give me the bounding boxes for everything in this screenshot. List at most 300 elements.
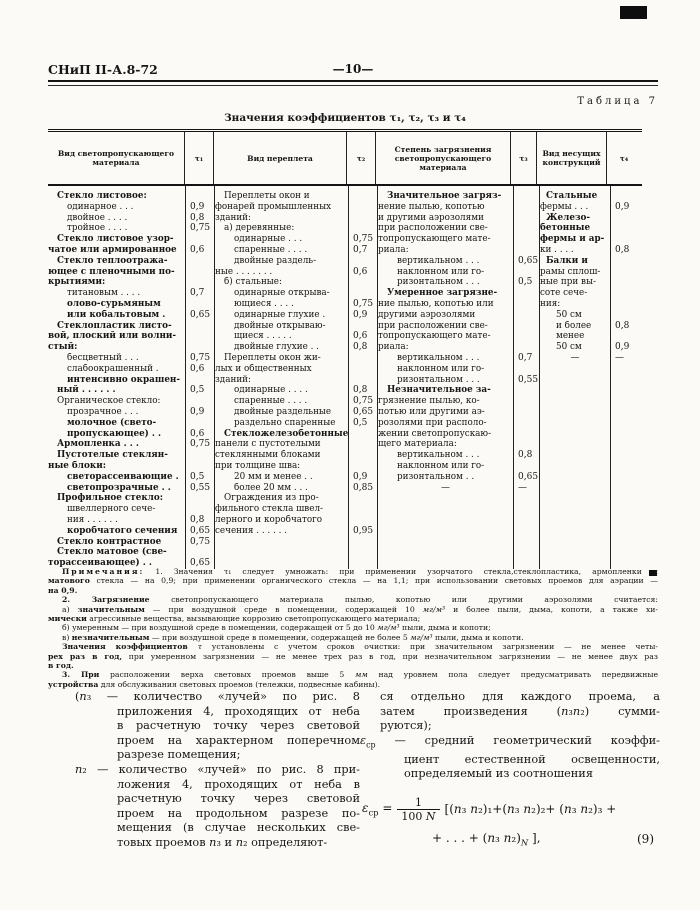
scan-artifact xyxy=(620,6,647,19)
coefficient-value: 0,7 xyxy=(518,352,533,363)
coefficient-value xyxy=(186,321,214,332)
coefficient-value xyxy=(514,418,539,429)
table-line: крытиями: xyxy=(48,277,106,288)
coefficient-value: 0,75 xyxy=(353,234,374,245)
table-line: другими аэрозолями xyxy=(378,309,476,320)
coefficient-value xyxy=(349,493,377,504)
coefficient-value: 0,5 xyxy=(353,417,368,428)
text-segment: n xyxy=(235,835,243,849)
coefficient-value: 0,6 xyxy=(190,428,205,439)
table-line: Незначительное за- xyxy=(387,385,491,396)
definition-line xyxy=(75,807,360,822)
text-segment: циент естественной освещенности, xyxy=(404,752,660,766)
column-header: Степень загрязнения светопропускающего материала xyxy=(376,132,511,184)
text-segment: товых проемов xyxy=(117,835,210,849)
table-line: фермы и ар- xyxy=(540,234,605,245)
table-line: бетонные xyxy=(540,223,591,234)
definitions-left-column xyxy=(75,690,360,851)
formula-lhs xyxy=(362,801,392,817)
coefficient-value xyxy=(186,256,214,267)
text-segment xyxy=(70,595,92,604)
coefficient-value: 0,75 xyxy=(353,396,374,407)
value-subcolumn xyxy=(610,186,644,569)
coefficient-value xyxy=(186,450,214,461)
text-segment: 2. xyxy=(62,595,71,605)
formula-9 xyxy=(360,796,660,847)
text-segment: ₃ xyxy=(571,802,581,817)
coefficient-value: 0,95 xyxy=(353,525,374,536)
coefficient-value xyxy=(514,288,539,299)
text-segment: и xyxy=(220,835,236,849)
table-line: ки . . . . xyxy=(540,244,574,255)
coefficient-value xyxy=(514,321,539,332)
text-segment: ся отдельно для каждого проема, а xyxy=(380,690,660,703)
table-line: вертикальном . . . xyxy=(397,255,480,266)
coefficient-value xyxy=(186,234,214,245)
text-segment: а) xyxy=(62,604,78,614)
definition-line xyxy=(75,719,360,734)
text-segment: 1. Значения τ₁ следует умножать: при применении узорчатого стекла,стеклопластика, армопленки и xyxy=(144,567,658,576)
text-segment: n xyxy=(453,802,462,817)
text-segment: Загрязнение xyxy=(91,595,150,605)
coefficient-value: 0,9 xyxy=(615,201,630,212)
text-segment: n xyxy=(563,802,572,817)
text-segment: ₂ xyxy=(580,704,585,718)
tau-column-header: τ₄ xyxy=(619,153,629,163)
text-segment: ) сумми- xyxy=(584,704,660,718)
text-segment: [( xyxy=(444,802,454,817)
text-segment: n xyxy=(523,802,532,817)
table-line: прозрачное . . . xyxy=(67,406,139,417)
definition-line xyxy=(75,748,360,763)
table-line: Органическое стекло: xyxy=(57,396,161,407)
table-line: вой, плоский или волни- xyxy=(48,331,177,342)
coefficient-value xyxy=(611,299,644,310)
text-segment: б) умеренным — при воздушной среде в помещении, содержащей от 5 до 10 xyxy=(62,623,378,633)
table-line: зданий: xyxy=(215,212,252,223)
coefficient-value: 0,65 xyxy=(190,309,211,320)
coefficient-value xyxy=(349,213,377,224)
table-line: Стекло контрастное xyxy=(57,536,162,547)
text-segment: n xyxy=(487,830,496,845)
table-line: Балки и xyxy=(546,255,588,266)
coefficient-value xyxy=(349,321,377,332)
note-line xyxy=(48,670,658,679)
text-segment: ₂ xyxy=(477,802,483,817)
coefficient-value: 0,65 xyxy=(353,406,374,417)
coefficient-value: 0,5 xyxy=(190,471,205,482)
table-line: б) стальные: xyxy=(224,277,282,288)
table-line: ризонтальном . . . xyxy=(397,374,480,385)
coefficient-value xyxy=(611,191,644,202)
text-subcolumn xyxy=(215,186,348,569)
table-line: ризонтальном . . . xyxy=(397,277,480,288)
coefficient-value xyxy=(514,331,539,342)
coefficient-value xyxy=(514,342,539,353)
text-segment: рех раз в год, xyxy=(48,651,123,661)
text-segment: n xyxy=(209,835,217,849)
text-segment: ₃ xyxy=(461,802,471,817)
value-subcolumn xyxy=(513,186,539,569)
text-segment: ₃ xyxy=(495,830,504,845)
coefficient-value: 0,75 xyxy=(190,223,211,234)
text-segment: Значения коэффициентов xyxy=(62,642,198,652)
table-line: Переплеты окон жи- xyxy=(224,352,321,363)
coefficient-value: 0,9 xyxy=(615,342,630,353)
text-segment: в год. xyxy=(48,661,74,671)
table-line: одинарное . . . xyxy=(67,201,134,212)
table-line: Стекложелезобетонные xyxy=(224,428,348,439)
text-segment: — количество «лучей» по рис. 8 xyxy=(91,690,360,703)
table-line: Ограждения из про- xyxy=(224,493,319,504)
table-line: светопрозрачные . . xyxy=(67,482,171,493)
coefficient-value xyxy=(611,331,644,342)
table-line: зданий: xyxy=(215,374,252,385)
note-line xyxy=(48,633,658,642)
page-header xyxy=(48,62,658,78)
coefficient-value xyxy=(514,299,539,310)
text-segment: матового xyxy=(48,576,90,586)
text-segment: ложения 4, проходящих от неба в xyxy=(117,777,360,791)
note-line xyxy=(48,576,658,585)
text-segment: ε xyxy=(360,733,367,747)
coefficient-value: 0,6 xyxy=(190,363,205,374)
coefficient-value xyxy=(611,213,644,224)
coefficient-value: 0,7 xyxy=(353,244,368,255)
table-header-row xyxy=(48,129,642,186)
table-line: швеллерного сече- xyxy=(67,504,156,515)
table-line: топропускающего мате- xyxy=(378,331,491,342)
text-segment: в расчетную точку через световой xyxy=(117,719,360,733)
coefficient-value: 0,7 xyxy=(190,288,205,299)
text-segment: ₂ xyxy=(242,835,248,849)
text-segment: и более пыли, дыма, копоти, а также хи- xyxy=(445,604,658,614)
coefficient-value xyxy=(349,364,377,375)
text-segment: проем на продольном разрезе по- xyxy=(117,806,360,820)
table-line: интенсивно окрашен- xyxy=(67,374,181,385)
table-line: потью или другими аэ- xyxy=(378,406,485,417)
table-line: панели с пустотелыми xyxy=(215,439,321,450)
table-line: наклонном или го- xyxy=(397,460,485,471)
coefficient-value: 0,55 xyxy=(190,482,211,493)
definition-line xyxy=(75,763,360,778)
table-line: щиеся . . . . . xyxy=(234,331,292,342)
definition-line xyxy=(360,719,660,734)
text-segment: при умеренном загрязнении — не менее трех раз в год, при незначительном загрязнении — не менее двух раз xyxy=(122,651,659,661)
page-number: —10— xyxy=(332,62,374,76)
table-line: пропускающее) . . xyxy=(67,428,162,439)
text-segment: ε xyxy=(362,801,369,816)
definition-line xyxy=(360,690,660,705)
formula-fraction xyxy=(397,796,439,823)
table-line: Железо- xyxy=(546,212,591,223)
table-line: чатое или армированное xyxy=(48,244,177,255)
text-segment: установлены с учетом сроков очистки: при значительном загрязнении — не менее четы- xyxy=(202,642,659,652)
coefficient-value: 0,5 xyxy=(190,385,205,396)
text-segment: мг/м³ xyxy=(377,623,400,633)
equation-number: (9) xyxy=(637,832,654,846)
definition-line xyxy=(75,821,360,836)
table-line: ные блоки: xyxy=(48,460,106,471)
table-line: ние пылью, копотью или xyxy=(378,298,494,309)
coefficient-value xyxy=(514,461,539,472)
table-line: одинарные . . . . xyxy=(234,385,308,396)
table-line: рамы сплош- xyxy=(540,266,601,277)
column-header: Вид переплета xyxy=(214,132,347,184)
table-line: 20 мм и менее . . xyxy=(234,471,313,482)
text-segment: ₂ xyxy=(531,802,536,817)
coefficient-value xyxy=(186,191,214,202)
coefficient-value: 0,65 xyxy=(518,471,539,482)
table-line: лых и общественных xyxy=(215,363,312,374)
table-line: розолями при располо- xyxy=(378,417,487,428)
coefficient-value xyxy=(186,461,214,472)
coefficient-value: 0,75 xyxy=(190,536,211,547)
text-segment: агрессивные вещества, вызывающие коррозию светопропускающего материала; xyxy=(86,614,421,624)
text-segment: незначительным xyxy=(71,632,150,642)
coefficient-value xyxy=(349,450,377,461)
table-line: щего материала: xyxy=(378,439,457,450)
text-segment: n xyxy=(507,802,515,817)
coefficient-value xyxy=(611,223,644,234)
coefficient-value xyxy=(611,267,644,278)
coefficient-value xyxy=(186,331,214,342)
definitions-right-column xyxy=(360,690,660,851)
note-line xyxy=(48,652,658,661)
table-line: риала: xyxy=(378,244,409,255)
coefficient-value: 0,8 xyxy=(353,385,368,396)
coefficient-value xyxy=(349,353,377,364)
coefficient-value xyxy=(514,310,539,321)
table-line: слабоокрашенный . xyxy=(67,363,159,374)
text-segment: на 0,9. xyxy=(48,585,78,595)
coefficient-value xyxy=(349,256,377,267)
definition-line xyxy=(75,734,360,749)
coefficient-value: 0,8 xyxy=(615,244,630,255)
text-segment: ) xyxy=(516,830,521,845)
note-line xyxy=(48,567,658,576)
text-segment: N xyxy=(520,837,529,848)
text-segment: мг/м³ xyxy=(422,604,446,614)
note-line xyxy=(48,595,658,604)
coefficient-value: — xyxy=(518,482,527,493)
note-line xyxy=(48,586,658,595)
table-line: двойные раздель- xyxy=(234,255,317,266)
definition-line xyxy=(75,705,360,720)
table-column-pair xyxy=(540,186,644,569)
text-segment: ср xyxy=(366,740,376,750)
text-segment: проем на характерном поперечном xyxy=(117,733,360,747)
coefficient-value xyxy=(349,439,377,450)
text-segment: ₂ xyxy=(511,830,517,845)
definition-line xyxy=(360,734,660,753)
text-segment: определяют- xyxy=(247,835,328,849)
text-segment: ], xyxy=(528,830,541,845)
text-segment: 3. При xyxy=(62,670,100,680)
table-line: наклонном или го- xyxy=(397,363,485,374)
table-line: грязнение пылью, ко- xyxy=(378,396,480,407)
text-segment: ₃ xyxy=(568,704,573,718)
text-segment: стекла — на 0,9; при применении органического стекла — на 1,1; при использовании световых проемов для аэрации — xyxy=(89,576,658,586)
text-segment: ₂ xyxy=(82,762,87,776)
coefficient-value: 0,8 xyxy=(615,320,630,331)
table-body xyxy=(48,186,642,569)
text-segment: n xyxy=(75,762,83,776)
coefficient-value: 0,65 xyxy=(190,558,211,569)
table-line: ния . . . . . . xyxy=(67,514,118,525)
table-line: Переплеты окон и xyxy=(224,191,310,201)
coefficient-value: 0,9 xyxy=(190,201,205,212)
table-title: Значения коэффициентов τ₁, τ₂, τ₃ и τ₄ xyxy=(224,112,466,124)
text-segment: N xyxy=(425,809,436,823)
table-line: одинарные . . . xyxy=(234,234,303,245)
coefficient-value: 0,8 xyxy=(190,212,205,223)
table-line: бесцветный . . . xyxy=(67,352,139,363)
text-segment: τ xyxy=(197,642,203,652)
table-line: фермы . . . xyxy=(540,201,589,212)
coefficient-value xyxy=(514,223,539,234)
doc-code: СНиП II-А.8-72 xyxy=(48,62,158,77)
coefficient-value: 0,75 xyxy=(190,352,211,363)
coefficient-value xyxy=(186,342,214,353)
table-line: фонарей промышленных xyxy=(215,201,332,212)
formula-line-1 xyxy=(362,796,660,823)
text-segment: n xyxy=(580,802,589,817)
coefficient-value: 0,75 xyxy=(190,439,211,450)
coefficient-value xyxy=(514,396,539,407)
table-line: нение пылью, копотью xyxy=(378,201,485,212)
table-line: двойные раздельные xyxy=(234,406,332,417)
text-segment: )₂+ ( xyxy=(535,802,564,817)
text-segment: пыли, дыма и копоти; xyxy=(399,623,491,633)
definition-line xyxy=(75,836,360,851)
coefficient-value xyxy=(611,277,644,288)
coefficient-value xyxy=(186,547,214,558)
table-line: светорассеивающие . xyxy=(67,471,179,482)
text-segment: ₃ xyxy=(216,835,221,849)
table-line: ющиеся . . . . xyxy=(234,298,294,309)
text-segment: светопропускающего материала пылью, копотью или другими аэрозолями считается: xyxy=(149,595,658,605)
text-segment: — средний геометрический коэффи- xyxy=(375,733,660,747)
tau-column-header: τ₃ xyxy=(511,132,537,184)
coefficient-value xyxy=(611,310,644,321)
formula-line-2 xyxy=(362,831,660,847)
definition-line xyxy=(360,705,660,720)
coefficient-value xyxy=(186,418,214,429)
text-segment: n xyxy=(572,704,581,718)
coefficient-value: 0,9 xyxy=(353,309,368,320)
coefficient-value: 0,55 xyxy=(518,374,539,385)
table-line: двойные глухие . . xyxy=(234,342,319,353)
table-line: вертикальном . . . xyxy=(397,450,480,461)
coefficient-value xyxy=(349,202,377,213)
coefficient-value xyxy=(611,256,644,267)
note-line xyxy=(48,661,658,670)
table-line: риала: xyxy=(378,342,409,353)
text-subcolumn xyxy=(540,186,610,569)
coefficient-value: 0,8 xyxy=(353,342,368,353)
coefficient-value xyxy=(514,245,539,256)
fraction-denominator xyxy=(397,809,439,823)
table-line: или кобальтовым . xyxy=(67,309,166,320)
text-segment: = xyxy=(378,801,393,816)
table-line: ризонтальном . . xyxy=(397,471,475,482)
formula-rhs-2 xyxy=(432,831,541,847)
table-line: раздельно спаренные xyxy=(234,417,336,428)
table-line: наклонном или го- xyxy=(397,266,485,277)
note-line xyxy=(48,623,658,632)
table-line: ный . . . . . . xyxy=(57,385,116,396)
table-line: ющее с пленочными по- xyxy=(48,266,175,277)
text-segment: n xyxy=(561,704,569,718)
text-segment: n xyxy=(503,830,512,845)
table-line: одинарные глухие . xyxy=(234,309,326,320)
coefficient-value: 0,6 xyxy=(353,266,368,277)
coefficient-value xyxy=(514,429,539,440)
coefficient-value xyxy=(514,407,539,418)
text-segment: расчетную точку через световой xyxy=(117,792,360,806)
formula-rhs-1 xyxy=(445,802,617,816)
note-line xyxy=(48,642,658,651)
text-segment: )₁+( xyxy=(482,802,508,817)
note-line xyxy=(48,605,658,614)
table-line: 50 см xyxy=(556,309,582,320)
text-segment: мм xyxy=(355,670,368,680)
table-line: вертикальном . . . xyxy=(397,352,480,363)
table-line: двойные открываю- xyxy=(234,320,326,331)
column-header: Вид несущих конструкций xyxy=(537,132,607,184)
table-line: ные . . . . . . . xyxy=(215,266,273,277)
table-line: более 20 мм . . . xyxy=(234,482,308,493)
text-segment: — при воздушной среде в помещении, содержащей не более 5 xyxy=(149,632,411,642)
text-segment: расположении верха световых проемов выше 5 xyxy=(99,670,355,680)
table-line: Стальные xyxy=(546,191,598,201)
coefficient-value: 0,9 xyxy=(190,406,205,417)
definition-line xyxy=(75,792,360,807)
table-line: топропускающего мате- xyxy=(378,234,491,245)
text-segment: Примечания: xyxy=(62,567,145,576)
table-line: молочное (свето- xyxy=(67,417,157,428)
coefficient-value: 0,9 xyxy=(353,471,368,482)
table-line: и более xyxy=(556,320,592,331)
table-line: тройное . . . . xyxy=(67,223,128,234)
text-segment: значительным xyxy=(77,604,145,614)
coefficient-value xyxy=(349,191,377,202)
text-subcolumn xyxy=(378,186,513,569)
definition-line xyxy=(75,690,360,705)
text-segment: устройства xyxy=(48,679,99,689)
text-segment: мг/м³ xyxy=(410,632,433,642)
coefficient-value xyxy=(349,375,377,386)
table-line: а) деревянные: xyxy=(224,223,295,234)
text-segment: n xyxy=(470,802,478,817)
coefficient-value: 0,6 xyxy=(190,244,205,255)
table-line: спаренные . . . . xyxy=(234,396,308,407)
coefficient-value xyxy=(514,213,539,224)
text-segment: + . . . + ( xyxy=(432,830,488,845)
table-line: соте сече- xyxy=(540,288,588,299)
coefficient-value xyxy=(514,191,539,202)
text-segment: определяемый из соотношения xyxy=(404,767,593,781)
table-line: коробчатого сечения xyxy=(67,525,178,536)
note-line xyxy=(48,680,658,689)
table-line: Стекло матовое (све- xyxy=(57,547,167,558)
table-line: олово-сурьмяным xyxy=(67,298,161,309)
table-line: Пустотелые стеклян- xyxy=(57,450,168,461)
table-line: лерного и коробчатого xyxy=(215,514,323,525)
text-segment: разрезе помещения; xyxy=(117,748,241,762)
table-line: Стекло листовое узор- xyxy=(57,234,174,245)
